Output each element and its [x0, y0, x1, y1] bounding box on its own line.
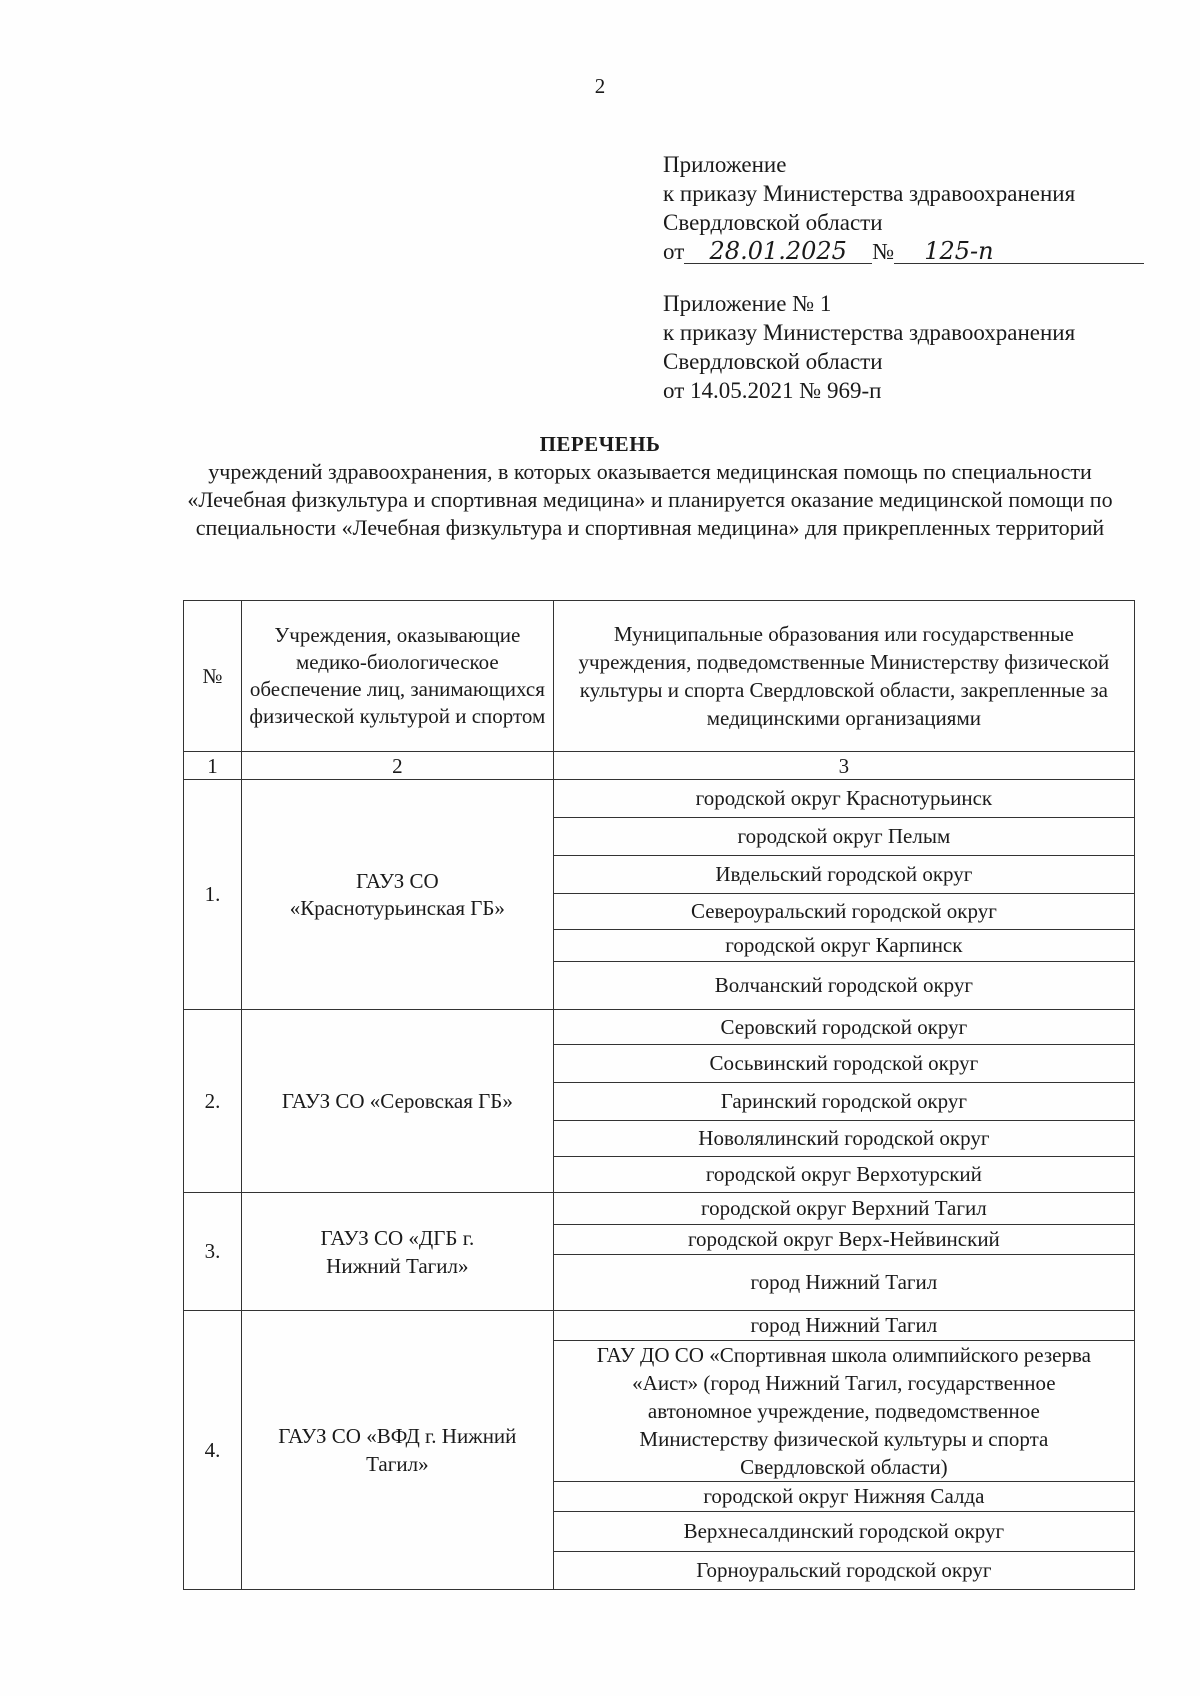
page-number: 2 [594, 74, 606, 98]
attachment-original-line1: Приложение № 1 [663, 291, 832, 316]
institution-name [241, 1193, 553, 1311]
territory-cell: Серовский городской округ [553, 1010, 1134, 1045]
table-header-row [184, 601, 1135, 752]
attachment-current-line3: Свердловской области [663, 210, 883, 235]
territory-cell: городской округ Карпинск [553, 930, 1134, 962]
row-number: 4. [184, 1311, 242, 1590]
attachment-current-date-line [663, 237, 1144, 266]
territory-cell: ГАУ ДО СО «Спортивная школа олимпийского резерва «Аист» (город Нижний Тагил, государственное автономное учреждение, подведомственное Министерству физической культуры и спорта Свердловской области) [553, 1341, 1134, 1482]
territory-cell: Североуральский городской округ [553, 894, 1134, 930]
attachment-original [663, 289, 1075, 405]
territory-cell: Верхнесалдинский городской округ [553, 1512, 1134, 1552]
institution-name-text: ГАУЗ СО «ДГБ г. Нижний Тагил» [320, 1225, 475, 1278]
row-number: 2. [184, 1010, 242, 1193]
attachment-original-line2: к приказу Министерства здравоохранения [663, 320, 1076, 345]
column-number-2: 2 [241, 752, 553, 780]
territory-cell: городской округ Пелым [553, 818, 1134, 856]
institution-name [241, 780, 553, 1010]
handwritten-date: 28.01.2025 [684, 239, 872, 264]
column-number-3: 3 [553, 752, 1134, 780]
attachment-original-line4: от 14.05.2021 № 969-п [663, 378, 882, 403]
territory-cell: Ивдельский городской округ [553, 856, 1134, 894]
attachment-current [663, 150, 1144, 266]
institution-name [241, 1311, 553, 1590]
territory-cell: город Нижний Тагил [553, 1311, 1134, 1341]
header-number: № [184, 601, 242, 752]
table-row [184, 1010, 1135, 1045]
territory-cell: городской округ Нижняя Салда [553, 1482, 1134, 1512]
header-institutions: Учреждения, оказывающие медико-биологическое обеспечение лиц, занимающихся физической культурой и спортом [241, 601, 553, 752]
institutions-table [183, 600, 1135, 1590]
institution-name-text: ГАУЗ СО «ВФД г. Нижний Тагил» [278, 1424, 517, 1476]
territory-cell: Гаринский городской округ [553, 1083, 1134, 1121]
attachment-current-line2: к приказу Министерства здравоохранения [663, 181, 1076, 206]
header-territories: Муниципальные образования или государственные учреждения, подведомственные Министерству физической культуры и спорта Свердловской области, закрепленные за медицинскими организациями [553, 601, 1134, 752]
institution-name: ГАУЗ СО «Серовская ГБ» [241, 1010, 553, 1193]
territory-cell: Волчанский городской округ [553, 962, 1134, 1010]
row-number: 1. [184, 780, 242, 1010]
territory-cell: Горноуральский городской округ [553, 1552, 1134, 1590]
territory-cell: городской округ Верх-Нейвинский [553, 1225, 1134, 1255]
date-prefix: от [663, 239, 685, 264]
territory-cell: городской округ Краснотурьинск [553, 780, 1134, 818]
attachment-original-line3: Свердловской области [663, 349, 883, 374]
number-sign: № [872, 239, 895, 264]
table-row [184, 780, 1135, 818]
institution-name-text: ГАУЗ СО «Краснотурьинская ГБ» [289, 868, 505, 920]
column-number-1: 1 [184, 752, 242, 780]
table-row [184, 1193, 1135, 1225]
territory-cell: город Нижний Тагил [553, 1255, 1134, 1311]
territory-cell: городской округ Верхний Тагил [553, 1193, 1134, 1225]
column-numbers-row [184, 752, 1135, 780]
territory-cell: Сосьвинский городской округ [553, 1045, 1134, 1083]
territory-cell: городской округ Верхотурский [553, 1157, 1134, 1193]
handwritten-number: 125-п [894, 239, 1144, 264]
document-title: ПЕРЕЧЕНЬ [539, 432, 661, 456]
territory-cell: Новолялинский городской округ [553, 1121, 1134, 1157]
table-row [184, 1311, 1135, 1341]
document-subtitle: учреждений здравоохранения, в которых оказывается медицинская помощь по специальности «Лечебная физкультура и спортивная медицина» и планируется оказание медицинской помощи по специальности «Лечебная физкультура и спортивная медицина» для прикрепленных территорий [187, 459, 1113, 540]
row-number: 3. [184, 1193, 242, 1311]
attachment-current-line1: Приложение [663, 152, 787, 177]
